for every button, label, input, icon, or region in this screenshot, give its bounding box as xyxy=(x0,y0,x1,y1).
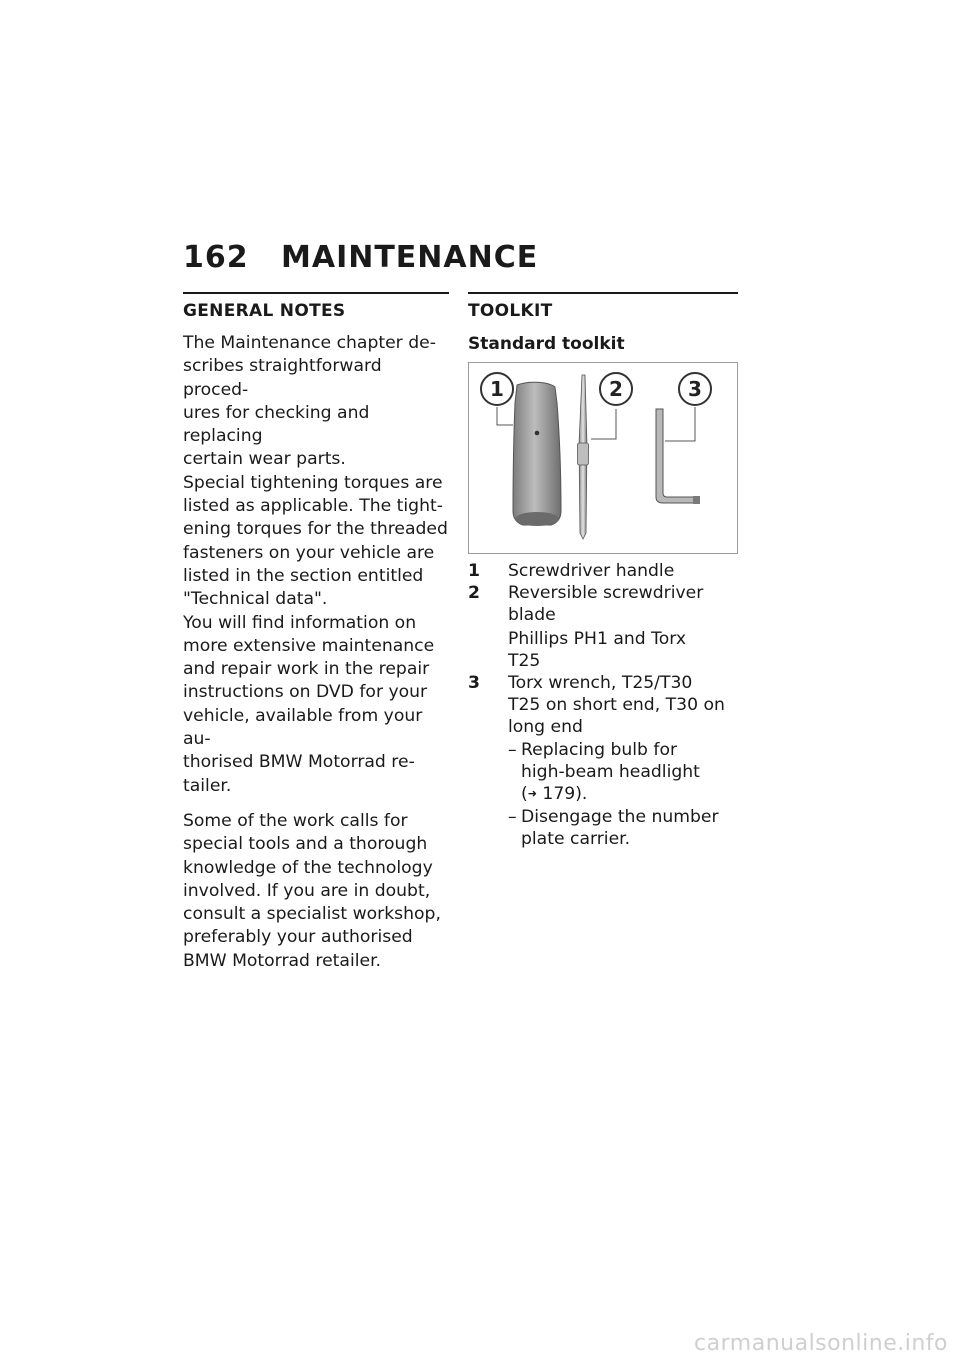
text-line: listed in the section entitled xyxy=(183,565,424,586)
ref-close: ). xyxy=(575,784,588,804)
watermark: carmanualsonline.info xyxy=(694,1331,948,1356)
text-line: fasteners on your vehicle are xyxy=(183,542,435,563)
legend-item-2 xyxy=(468,582,738,672)
callout-2 xyxy=(600,373,632,405)
toolkit-legend xyxy=(468,560,738,850)
text-line: "Technical data". xyxy=(183,589,328,610)
text-line: certain wear parts. xyxy=(183,449,346,470)
text-line: scribes straightforward proced- xyxy=(183,356,382,400)
general-notes-paragraph-1 xyxy=(183,332,449,798)
toolkit-figure xyxy=(468,362,738,554)
text-line: more extensive maintenance xyxy=(183,635,435,656)
legend-text: Screwdriver handle xyxy=(508,561,675,581)
text-line: and repair work in the repair xyxy=(183,659,430,680)
text-line: You will find information on xyxy=(183,612,417,633)
page-header xyxy=(183,240,538,275)
text-line: special tools and a thorough xyxy=(183,834,428,855)
legend-text: long end xyxy=(508,717,583,737)
section-rule xyxy=(183,292,449,294)
bullet-text: Disengage the number xyxy=(521,807,719,827)
bullet-text: high-beam headlight xyxy=(521,762,700,782)
legend-item-3 xyxy=(468,672,738,738)
text-line: thorised BMW Motorrad re- xyxy=(183,752,415,773)
text-line: ures for checking and replacing xyxy=(183,402,370,447)
general-notes-paragraph-2 xyxy=(183,810,449,973)
text-line: preferably your authorised xyxy=(183,927,413,948)
ref-open: ( xyxy=(521,784,528,804)
arrow-right-icon: ➜ xyxy=(527,787,537,800)
text-line: The Maintenance chapter de- xyxy=(183,333,436,353)
page-number: 162 xyxy=(183,240,249,275)
bullet-text: plate carrier. xyxy=(521,829,631,849)
legend-item-1 xyxy=(468,560,738,582)
callout-label: 2 xyxy=(609,377,623,401)
callout-label: 1 xyxy=(490,377,504,401)
dash-marker: – xyxy=(508,740,517,760)
text-line: ening torques for the threaded xyxy=(183,519,448,540)
legend-number: 1 xyxy=(468,561,480,581)
toolkit-illustration xyxy=(469,363,737,553)
screwdriver-blade-icon xyxy=(578,375,589,539)
legend-number: 2 xyxy=(468,583,480,603)
text-line: vehicle, available from your au- xyxy=(183,705,423,750)
legend-text: blade xyxy=(508,605,556,625)
text-line: knowledge of the technology xyxy=(183,857,433,878)
chapter-title: MAINTENANCE xyxy=(281,240,539,275)
legend-text: Torx wrench, T25/T30 xyxy=(508,673,693,693)
legend-number: 3 xyxy=(468,673,480,693)
ref-page-number[interactable]: 179 xyxy=(542,784,576,804)
text-line: BMW Motorrad retailer. xyxy=(183,950,382,971)
text-line: Some of the work calls for xyxy=(183,810,408,831)
legend-text: Phillips PH1 and Torx xyxy=(508,629,687,649)
text-line: involved. If you are in doubt, xyxy=(183,880,431,901)
callout-1 xyxy=(481,373,513,405)
subtitle-standard-toolkit: Standard toolkit xyxy=(468,334,625,354)
bullet-item-2 xyxy=(508,806,738,850)
screwdriver-handle-icon xyxy=(513,382,561,526)
text-line: instructions on DVD for your xyxy=(183,682,428,703)
bullet-text: Replacing bulb for xyxy=(521,740,678,760)
legend-text: T25 xyxy=(508,651,541,671)
section-rule xyxy=(468,292,738,294)
page-reference[interactable] xyxy=(521,783,700,805)
section-title-toolkit: TOOLKIT xyxy=(468,301,553,321)
text-line: listed as applicable. The tight- xyxy=(183,496,443,517)
text-line: tailer. xyxy=(183,775,232,796)
callout-3 xyxy=(679,373,711,405)
legend-text: T25 on short end, T30 on xyxy=(508,695,725,715)
section-title-general-notes: GENERAL NOTES xyxy=(183,301,346,321)
legend-text: Reversible screwdriver xyxy=(508,583,704,603)
torx-wrench-icon xyxy=(656,409,700,504)
dash-marker: – xyxy=(508,807,517,827)
toolkit-section xyxy=(468,292,738,850)
text-line: consult a specialist workshop, xyxy=(183,904,441,925)
bullet-item-1 xyxy=(508,739,738,805)
general-notes-section xyxy=(183,292,449,973)
text-line: Special tightening torques are xyxy=(183,472,443,493)
callout-label: 3 xyxy=(688,377,702,401)
